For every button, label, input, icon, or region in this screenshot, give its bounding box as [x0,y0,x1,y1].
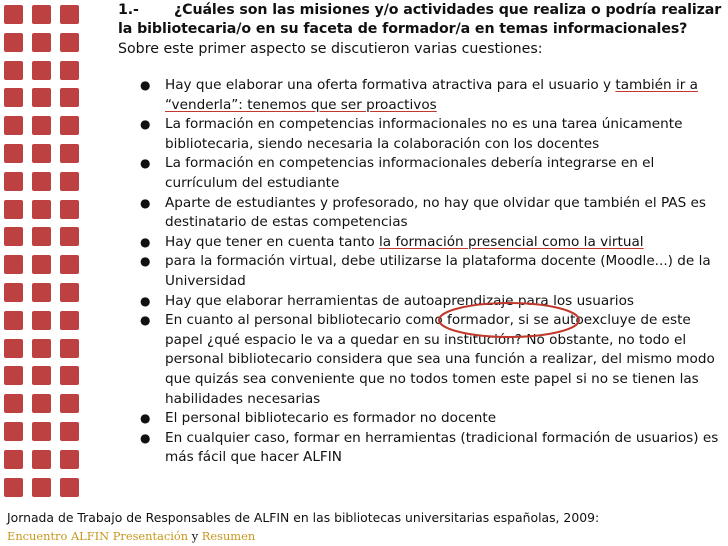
bullet-icon: ● [140,156,151,171]
sidebar-square [32,116,51,135]
bullet-icon: ● [140,117,151,132]
sidebar-square [32,478,51,497]
heading-line2: la bibliotecaria/o en su faceta de formador/a en temas informacionales? [118,21,688,37]
bullet-item: ● En cuanto al personal bibliotecario como formador, si se autoexcluye de este papel ¿qué espacio le va a quedar en su institución? No obstante, no todo el personal bibliotecario considera que sea una función a realizar, del mismo modo que quizás sea conveniente que no todos tomen este papel si no se tienen las habilidades necesarias [140,312,715,407]
footer [0,508,728,546]
sidebar-square [4,172,23,191]
sidebar-square [60,33,79,52]
sidebar-square [32,61,51,80]
sidebar-square [60,255,79,274]
sidebar-square [4,394,23,413]
bullet-icon: ● [140,234,151,249]
sidebar-square [60,200,79,219]
sidebar-square [4,311,23,330]
sidebar-square [4,255,23,274]
sidebar-square [60,394,79,413]
sidebar-square [60,61,79,80]
bullet-item: ● Aparte de estudiantes y profesorado, no hay que olvidar que también el PAS es destinatario de estas competencias [140,194,706,231]
bullet-item: ● En cualquier caso, formar en herramientas (tradicional formación de usuarios) es más fácil que hacer ALFIN [140,429,719,466]
presentation-link[interactable]: Encuentro ALFIN Presentación [7,529,189,543]
heading-line1: ¿Cuáles son las misiones y/o actividades que realiza o podría realizar [174,2,722,18]
sidebar-square [60,283,79,302]
bullet-icon: ● [140,195,151,210]
sidebar-square [4,478,23,497]
bullet-item: ● El personal bibliotecario es formador no docente [138,409,728,429]
sidebar-square [4,283,23,302]
sidebar-square [32,311,51,330]
sidebar-square [4,366,23,385]
decorative-sidebar [0,0,100,508]
sidebar-square [4,116,23,135]
sidebar-square [60,116,79,135]
sidebar-square [32,394,51,413]
sidebar-square [32,33,51,52]
sidebar-square [32,422,51,441]
bullet-icon: ● [140,430,151,445]
sidebar-square [60,478,79,497]
sidebar-square [4,200,23,219]
sidebar-square [60,88,79,107]
bullet-item: ● Hay que elaborar herramientas de autoaprendizaje para los usuarios [138,292,728,312]
underlined-text: también ir a “venderla”: tenemos que ser proactivos [165,77,698,113]
heading-number: 1.- [118,2,139,18]
sidebar-square [60,366,79,385]
sidebar-square [32,283,51,302]
bullet-item: ● La formación en competencias informacionales no es una tarea únicamente bibliotecaria, siendo necesaria la colaboración con los docentes [140,116,683,152]
underlined-text: la formación presencial como la virtual [379,233,644,250]
sidebar-square [60,144,79,163]
sidebar-square [32,172,51,191]
sidebar-square [32,227,51,246]
footer-separator: y [188,529,202,543]
bullet-item: ● La formación en competencias informacionales debería integrarse en el currículum del estudiante [140,155,655,191]
sidebar-square [4,5,23,24]
bullet-item: ● Hay que elaborar una oferta formativa atractiva para el usuario y también ir a “venderla”: tenemos que ser proactivos [140,77,698,113]
sidebar-square [4,33,23,52]
footer-links [7,529,255,543]
bullet-icon: ● [140,313,151,328]
sidebar-square [32,339,51,358]
bullet-item: ● Hay que tener en cuenta tanto la formación presencial como la virtual [138,233,728,253]
sidebar-square [4,88,23,107]
sidebar-square [32,255,51,274]
sidebar-square [32,200,51,219]
sidebar-square [60,5,79,24]
sidebar-square [60,422,79,441]
sidebar-square [4,61,23,80]
slide-heading [118,1,726,39]
sidebar-square [4,227,23,246]
sidebar-square [4,422,23,441]
sidebar-square [32,88,51,107]
sidebar-square [32,5,51,24]
sidebar-square [60,311,79,330]
bullet-icon: ● [140,254,151,269]
bullet-icon: ● [140,293,151,308]
sidebar-square [4,339,23,358]
bullet-list [138,76,728,468]
sidebar-square [60,339,79,358]
sidebar-square [32,366,51,385]
footer-caption: Jornada de Trabajo de Responsables de ALFIN en las bibliotecas universitarias españolas, 2009: [7,510,600,525]
sidebar-square [32,450,51,469]
slide-subheading: Sobre este primer aspecto se discutieron varias cuestiones: [118,41,543,57]
sidebar-square [4,144,23,163]
bullet-icon: ● [140,78,151,92]
sidebar-square [32,144,51,163]
sidebar-square [60,172,79,191]
sidebar-square [4,450,23,469]
sidebar-square [60,227,79,246]
bullet-item: ● para la formación virtual, debe utilizarse la plataforma docente (Moodle...) de la Universidad [140,253,711,289]
summary-link[interactable]: Resumen [201,529,256,543]
sidebar-square [60,450,79,469]
bullet-icon: ● [140,411,151,426]
